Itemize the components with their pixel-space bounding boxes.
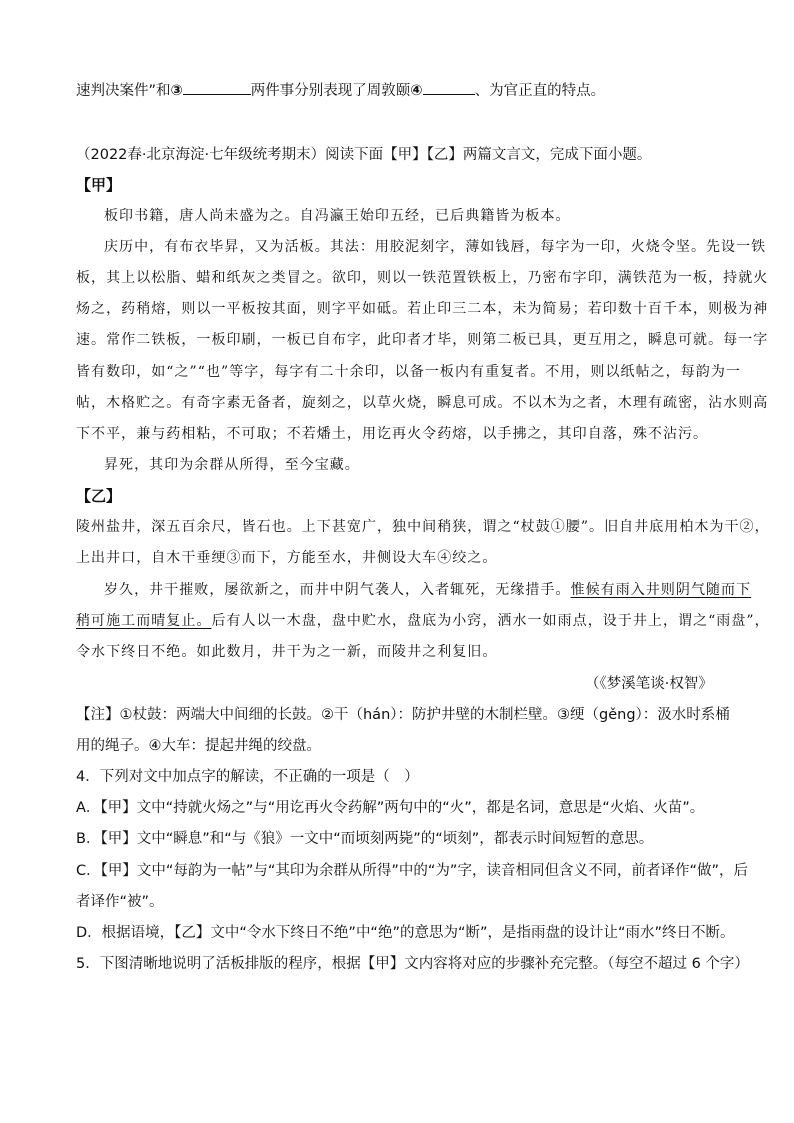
passage-jia-line: 炀之，药稍熔，则以一平板按其面，则字平如砥。若止印三二本，未为简易；若印数十百千本，则极为神 — [76, 301, 769, 317]
underlined-sentence: 稍可施工而晴复止。 — [76, 613, 212, 629]
passage-yi-line: 上出井口，自木干垂绠③而下，方能至水，井侧设大车④绞之。 — [76, 550, 498, 566]
passage-yi-line: 陵州盐井，深五百余尺，皆石也。上下甚宽广，独中间稍狭，谓之“杖鼓①腰”。旧自井底用柏木为干②， — [76, 519, 770, 535]
option-b[interactable]: B．【甲】文中“瞬息”和“与《狼》一文中“而顷刻两毙”的“顷刻”，都表示时间短暂的意思。 — [76, 831, 654, 847]
answer-blank-3[interactable] — [183, 79, 251, 95]
annotation-line: 用的绳子。④大车：提起井绳的绞盘。 — [76, 738, 321, 754]
answer-blank-4[interactable] — [423, 79, 475, 95]
passage-jia-line: 昇死，其印为余群从所得，至今宝藏。 — [104, 457, 360, 473]
passage-jia-line: 板印书籍，唐人尚未盛为之。自冯瀛王始印五经，已后典籍皆为板本。 — [104, 208, 571, 224]
option-d[interactable]: D．根据语境，【乙】文中“令水下终日不绝”中“绝”的意思为“断”，是指雨盘的设计让“雨水”终日不断。 — [76, 925, 735, 941]
option-a[interactable]: A．【甲】文中“持就火炀之”与“用讫再火令药解”两句中的“火”，都是名词，意思是“火焰、火苗”。 — [76, 800, 705, 816]
text-fragment: 、为官正直的特点。 — [474, 83, 606, 99]
source-citation: （《梦溪笔谈·权智》 — [585, 676, 713, 692]
answer-blank-line — [76, 79, 605, 101]
section-label-yi: 【乙】 — [76, 487, 122, 505]
underlined-sentence: 惟候有雨入井则阴气随而下 — [570, 582, 752, 598]
passage-yi-line: 令水下终日不绝。如此数月，井干为之一新，而陵井之利复旧。 — [76, 644, 498, 660]
passage-jia-line: 下不平，兼与药相粘，不可取；不若燔土，用讫再火令药熔，以手拂之，其印自落，殊不沾污。 — [76, 426, 709, 442]
passage-yi-line — [104, 580, 751, 600]
text-fragment: 速判决案件”和 — [76, 83, 171, 99]
option-c-continued[interactable]: 者译作“被”。 — [76, 894, 164, 910]
question-5-stem: 5．下图清晰地说明了活板排版的程序，根据【甲】文内容将对应的步骤补充完整。（每空不超过 6 个字） — [76, 956, 749, 972]
annotation-line: 【注】①杖鼓：两端大中间细的长鼓。②干（hán）：防护井壁的木制栏壁。③绠（gěng）：汲水时系桶 — [76, 707, 730, 723]
text-fragment: 两件事分别表现了周敦颐 — [250, 83, 411, 99]
option-c[interactable]: C．【甲】文中“每韵为一帖”与“其印为余群从所得”中的“为”字，读音相同但含义不同，前者译作“做”，后 — [76, 863, 748, 879]
section-label-jia: 【甲】 — [76, 176, 122, 194]
passage-jia-line: 板，其上以松脂、蜡和纸灰之类冒之。欲印，则以一铁范置铁板上，乃密布字印，满铁范为一板，持就火 — [76, 270, 769, 286]
passage-jia-line: 皆有数印，如“之”“也”等字，每字有二十余印，以备一板内有重复者。不用，则以纸帖之，每韵为一 — [76, 364, 741, 380]
passage-text: 岁久，井干摧败，屡欲新之，而井中阴气袭人，入者辄死，无缘措手。 — [104, 582, 571, 598]
question-4-stem: 4．下列对文中加点字的解读，不正确的一项是（ ） — [76, 769, 419, 785]
passage-yi-line — [76, 611, 770, 631]
passage-jia-line: 速。常作二铁板，一板印刷，一板已自布字，此印者才毕，则第二板已具，更互用之，瞬息可就。每一字 — [76, 332, 769, 348]
passage-jia-line: 帖，木格贮之。有奇字素无备者，旋刻之，以草火烧，瞬息可成。不以木为之者，木理有疏密，沾水则高 — [76, 395, 769, 411]
passage-text: 后有人以一木盘，盘中贮水，盘底为小窍，洒水一如雨点，设于井上，谓之“雨盘”， — [211, 613, 770, 629]
passage-jia-line: 庆历中，有布衣毕昇，又为活板。其法：用胶泥刻字，薄如钱唇，每字为一印，火烧令坚。先设一铁 — [104, 239, 767, 255]
blank-marker-4: ④ — [410, 83, 423, 99]
blank-marker-3: ③ — [170, 83, 183, 99]
question-intro: （2022春·北京海淀·七年级统考期末）阅读下面【甲】【乙】两篇文言文，完成下面小题。 — [76, 147, 652, 163]
